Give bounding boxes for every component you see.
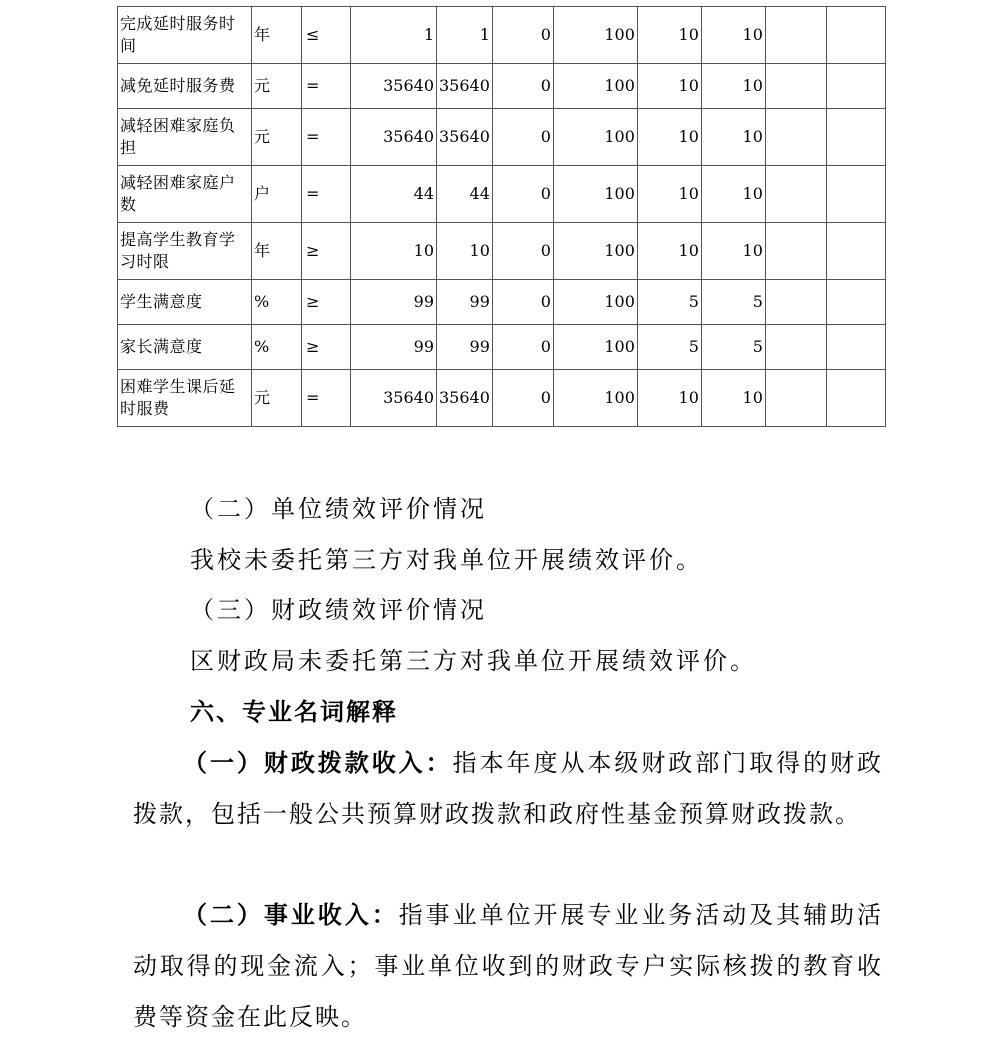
indicator-unit: 年 [252,223,302,280]
indicator-actual: 44 [437,166,493,223]
indicator-col-10 [765,166,826,223]
indicator-col-9: 10 [701,370,765,427]
indicator-operator: ≥ [302,223,351,280]
indicator-col-11 [826,325,885,370]
indicator-col-7: 100 [553,280,637,325]
indicator-col-9: 10 [701,109,765,166]
indicator-name: 困难学生课后延时服费 [118,370,252,427]
indicator-col-9: 5 [701,325,765,370]
indicator-actual: 35640 [437,64,493,109]
indicator-col-9: 10 [701,7,765,64]
indicator-name: 减轻困难家庭负担 [118,109,252,166]
indicator-col-6: 0 [492,7,553,64]
term-fiscal-appropriation [133,737,883,840]
indicator-col-9: 5 [701,280,765,325]
indicator-col-8: 10 [637,223,701,280]
indicator-col-7: 100 [553,325,637,370]
indicator-col-8: 10 [637,109,701,166]
indicator-operator: ≥ [302,280,351,325]
fiscal-eval-body: 区财政局未委托第三方对我单位开展绩效评价。 [190,647,757,675]
table-row [118,166,886,223]
indicator-name: 减免延时服务费 [118,64,252,109]
indicator-operator: = [302,109,351,166]
indicator-col-11 [826,370,885,427]
term-fiscal-appropriation-label: （一）财政拨款收入： [183,748,453,777]
indicator-col-11 [826,64,885,109]
indicator-actual: 1 [437,7,493,64]
indicator-col-11 [826,223,885,280]
table-row [118,325,886,370]
table-row [118,223,886,280]
section-six-heading: 六、专业名词解释 [190,698,398,726]
indicator-col-8: 10 [637,370,701,427]
indicator-col-9: 10 [701,166,765,223]
term-fiscal-appropriation-body: 指本年度从本级财政部门取得的财政拨款，包括一般公共预算财政拨款和政府性基金预算财政拨款。 [133,749,884,828]
indicator-unit: 元 [252,64,302,109]
indicator-col-8: 5 [637,325,701,370]
table-body [118,7,886,427]
indicator-target: 1 [351,7,437,64]
indicator-col-10 [765,223,826,280]
indicator-col-6: 0 [492,64,553,109]
indicator-unit: % [252,280,302,325]
indicator-col-10 [765,370,826,427]
indicator-col-10 [765,64,826,109]
indicator-target: 99 [351,280,437,325]
indicator-operator: ≥ [302,325,351,370]
indicator-name: 提高学生教育学习时限 [118,223,252,280]
table-row [118,7,886,64]
indicator-name: 学生满意度 [118,280,252,325]
indicator-col-7: 100 [553,109,637,166]
indicator-col-10 [765,7,826,64]
indicator-col-7: 100 [553,166,637,223]
indicator-unit: 元 [252,370,302,427]
indicator-col-6: 0 [492,166,553,223]
indicator-target: 35640 [351,370,437,427]
indicator-col-8: 10 [637,7,701,64]
indicator-name: 减轻困难家庭户数 [118,166,252,223]
indicator-col-9: 10 [701,223,765,280]
indicator-operator: = [302,64,351,109]
indicator-col-7: 100 [553,7,637,64]
indicator-name: 完成延时服务时间 [118,7,252,64]
indicator-operator: = [302,370,351,427]
indicator-actual: 99 [437,280,493,325]
indicator-operator: ≤ [302,7,351,64]
indicator-col-6: 0 [492,370,553,427]
indicator-col-7: 100 [553,64,637,109]
table-row [118,370,886,427]
unit-eval-body: 我校未委托第三方对我单位开展绩效评价。 [190,546,703,574]
indicator-col-10 [765,325,826,370]
indicator-unit: 元 [252,109,302,166]
indicator-target: 35640 [351,109,437,166]
term-business-income-body: 指事业单位开展专业业务活动及其辅助活动取得的现金流入；事业单位收到的财政专户实际核拨的教育收费等资金在此反映。 [133,901,884,1031]
indicator-col-11 [826,109,885,166]
indicator-actual: 35640 [437,370,493,427]
fiscal-eval-heading: （三）财政绩效评价情况 [190,596,487,624]
table-row [118,64,886,109]
indicator-col-6: 0 [492,109,553,166]
indicator-operator: = [302,166,351,223]
indicator-col-7: 100 [553,370,637,427]
performance-indicator-table [117,6,886,427]
indicator-col-9: 10 [701,64,765,109]
indicator-col-6: 0 [492,280,553,325]
indicator-unit: 户 [252,166,302,223]
indicator-target: 99 [351,325,437,370]
indicator-col-11 [826,280,885,325]
indicator-actual: 10 [437,223,493,280]
table-row [118,109,886,166]
indicator-col-10 [765,280,826,325]
term-business-income [133,889,883,1043]
indicator-col-11 [826,7,885,64]
indicator-unit: % [252,325,302,370]
indicator-name: 家长满意度 [118,325,252,370]
indicator-col-8: 10 [637,64,701,109]
indicator-target: 44 [351,166,437,223]
unit-eval-heading: （二）单位绩效评价情况 [190,495,487,523]
term-business-income-label: （二）事业收入： [183,900,399,929]
indicator-actual: 35640 [437,109,493,166]
indicator-col-7: 100 [553,223,637,280]
indicator-col-8: 5 [637,280,701,325]
indicator-unit: 年 [252,7,302,64]
indicator-col-6: 0 [492,325,553,370]
indicator-col-6: 0 [492,223,553,280]
indicator-actual: 99 [437,325,493,370]
indicator-target: 10 [351,223,437,280]
indicator-col-10 [765,109,826,166]
indicator-target: 35640 [351,64,437,109]
indicator-col-8: 10 [637,166,701,223]
table-row [118,280,886,325]
indicator-col-11 [826,166,885,223]
